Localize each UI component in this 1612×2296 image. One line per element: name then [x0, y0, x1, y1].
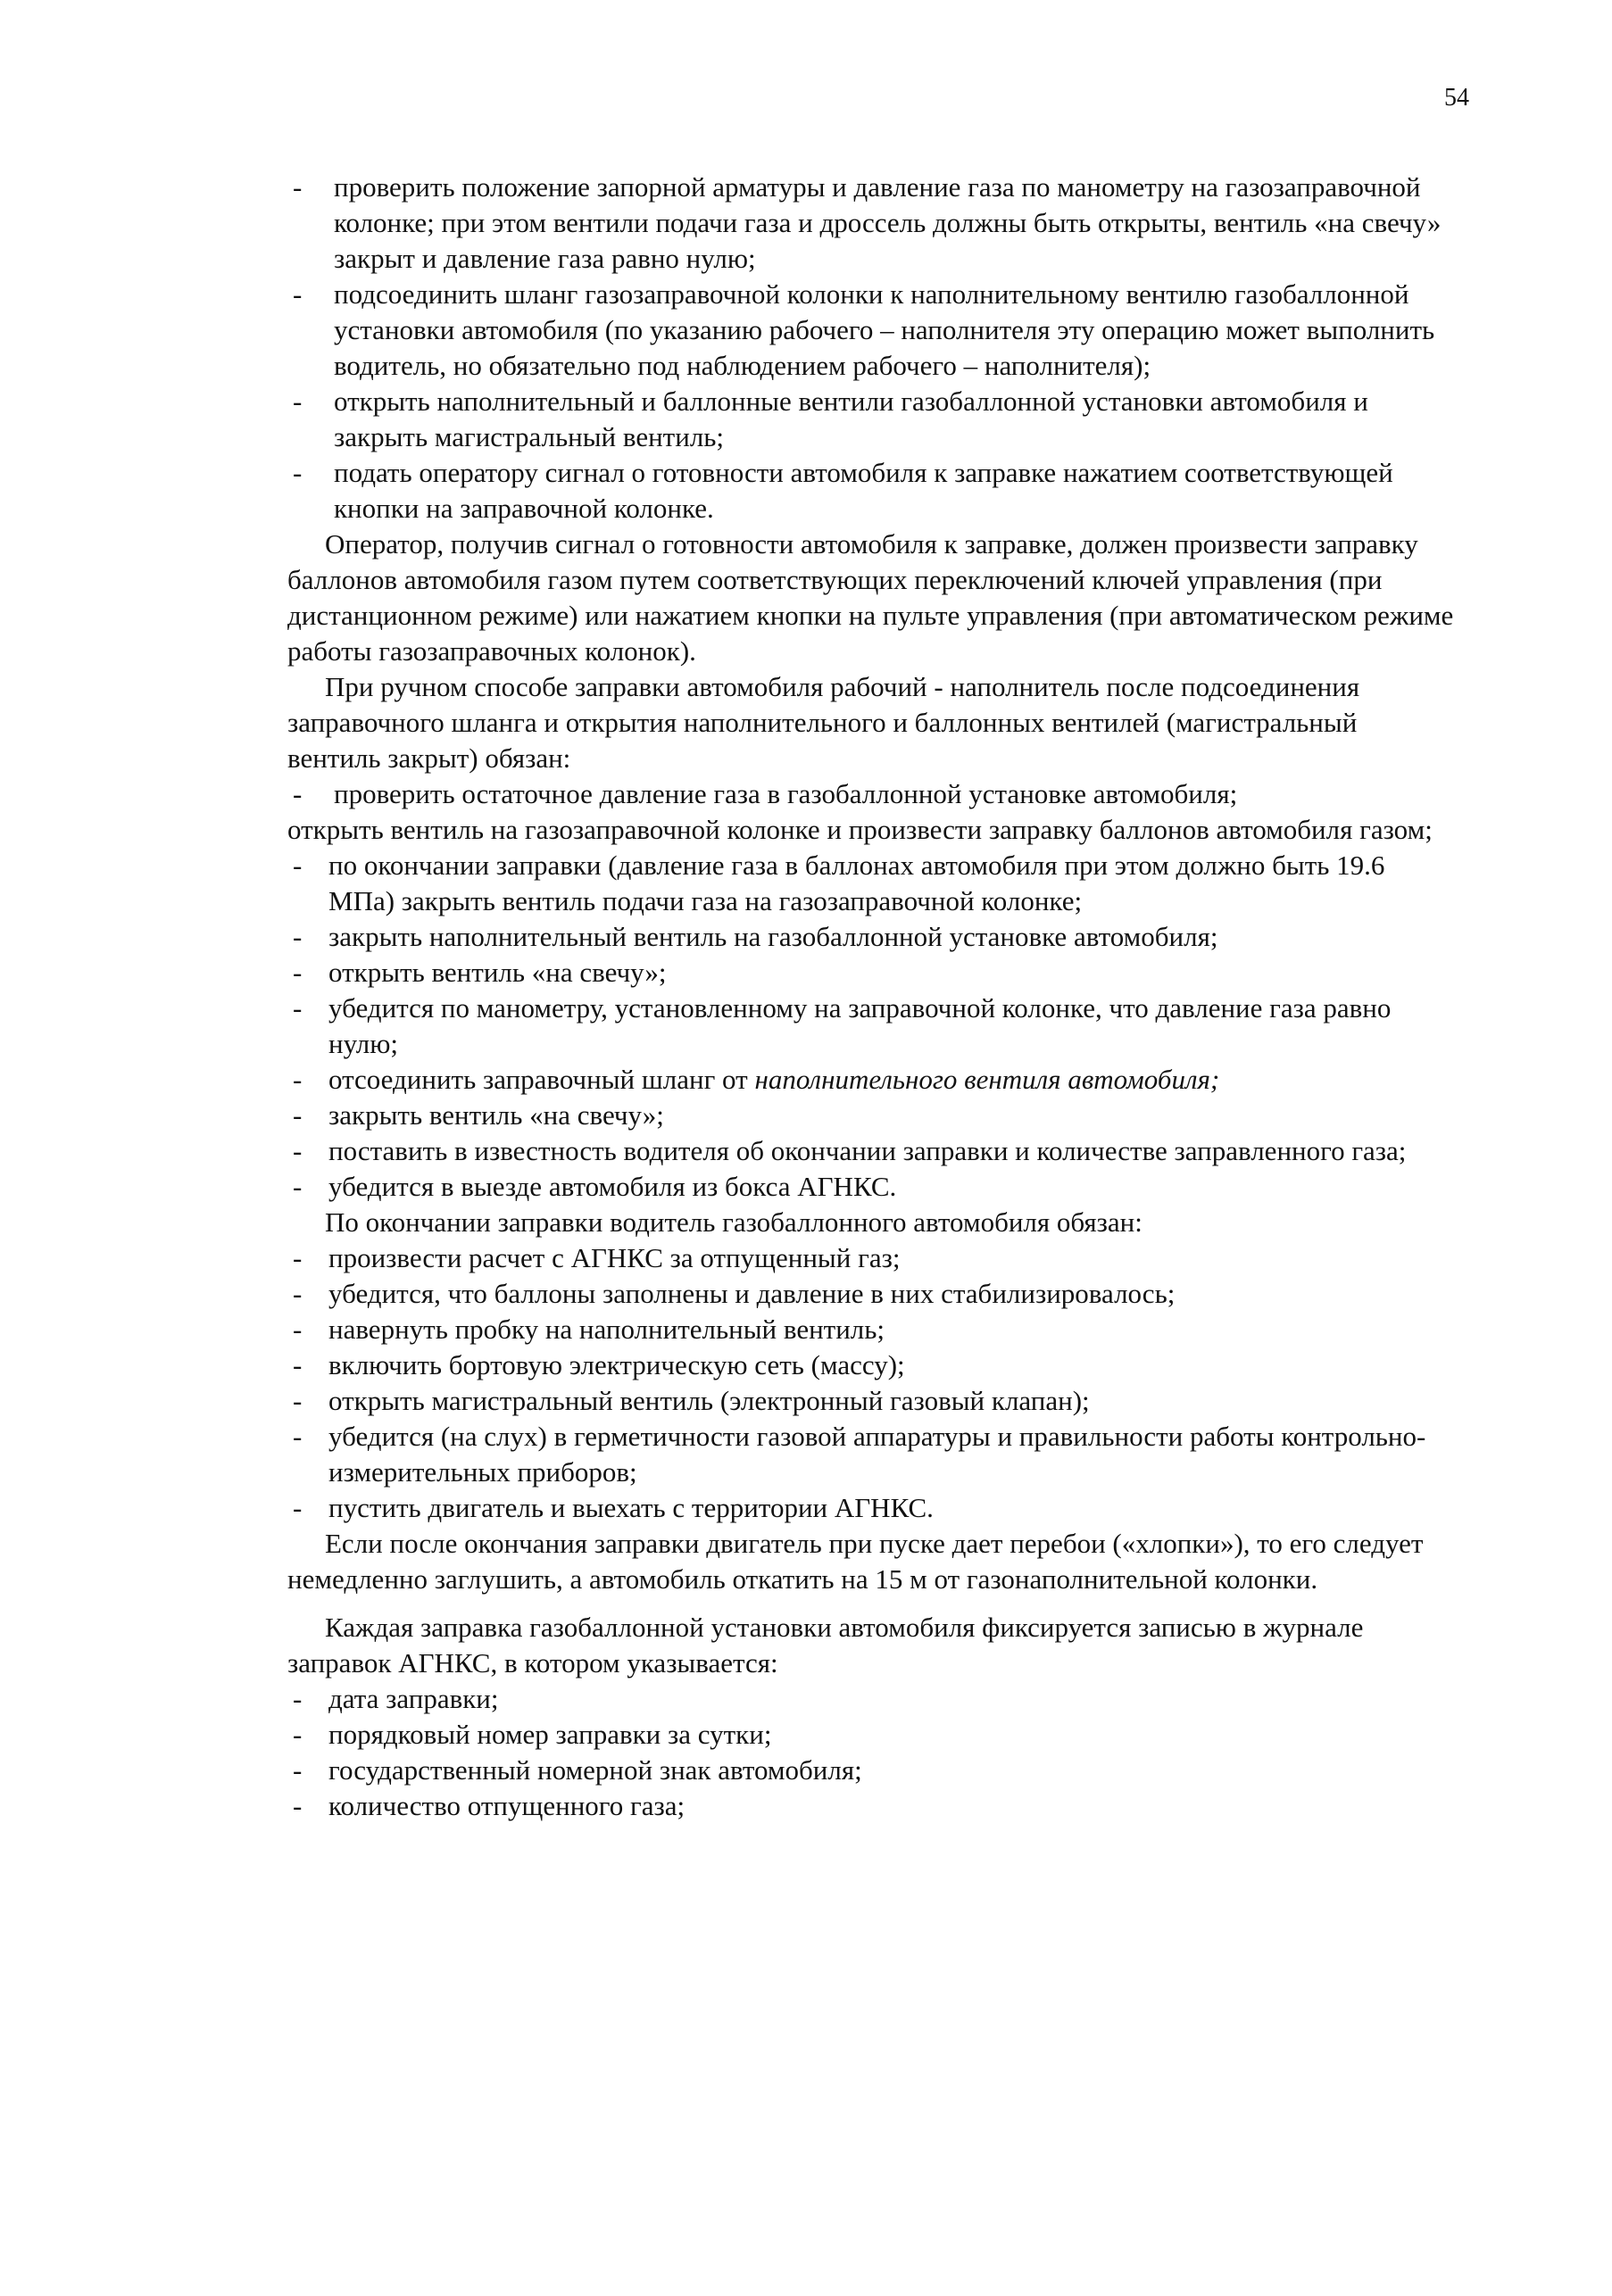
- list-item-text: по окончании заправки (давление газа в баллонах автомобиля при этом должно быть 19.6 МПа) закрыть вентиль подачи газа на газозаправочной колонке;: [328, 850, 1385, 916]
- list-item: [287, 1062, 1457, 1098]
- list-item: [287, 1419, 1457, 1490]
- paragraph: Если после окончания заправки двигатель при пуске дает перебои («хлопки»), то его следует немедленно заглушить, а автомобиль откатить на 15 м от газонаполнительной колонки.: [287, 1528, 1424, 1595]
- list-item: [287, 776, 1457, 812]
- list-item: [287, 1347, 1457, 1383]
- bullet-dash: -: [293, 1349, 303, 1380]
- paragraph: открыть вентиль на газозаправочной колонке и произвести заправку баллонов автомобиля газом;: [287, 814, 1433, 845]
- list-item-text: отсоединить заправочный шланг от: [328, 1064, 755, 1095]
- list-item: [287, 991, 1457, 1062]
- bullet-dash: -: [293, 1385, 303, 1416]
- bullet-dash: -: [293, 1242, 303, 1273]
- list-item: [287, 1490, 1457, 1526]
- paragraph: При ручном способе заправки автомобиля рабочий - наполнитель после подсоединения заправочного шланга и открытия наполнительного и баллонных вентилей (магистральный вентиль закрыт) обязан:: [287, 671, 1360, 774]
- bullet-dash: -: [293, 1492, 303, 1523]
- list-item-text: убедится в выезде автомобиля из бокса АГНКС.: [328, 1171, 897, 1202]
- document-body: [287, 170, 1457, 1824]
- bullet-dash: -: [293, 1099, 303, 1131]
- list-item-text: государственный номерной знак автомобиля;: [328, 1754, 862, 1786]
- paragraph-gap: [287, 1597, 1457, 1610]
- list-item-text: убедится по манометру, установленному на заправочной колонке, что давление газа равно нулю;: [328, 992, 1392, 1059]
- bullet-dash: -: [293, 1754, 303, 1786]
- list-item: [287, 955, 1457, 991]
- list-item: [287, 1312, 1457, 1347]
- list-item: [287, 1681, 1457, 1717]
- list-item-text: убедится, что баллоны заполнены и давление в них стабилизировалось;: [328, 1278, 1176, 1309]
- list-item-text: поставить в известность водителя об окончании заправки и количестве заправленного газа;: [328, 1135, 1407, 1166]
- list-item: [287, 1169, 1457, 1205]
- bullet-dash: -: [293, 457, 303, 488]
- list-item-text: дата заправки;: [328, 1683, 499, 1714]
- bullet-dash: -: [293, 171, 303, 203]
- list-item-text: навернуть пробку на наполнительный вентиль;: [328, 1314, 885, 1345]
- list-item: [287, 1133, 1457, 1169]
- list-item-text: убедится (на слух) в герметичности газовой аппаратуры и правильности работы контрольно-измерительных приборов;: [328, 1421, 1426, 1488]
- list-item: [287, 1717, 1457, 1753]
- paragraph: Оператор, получив сигнал о готовности автомобиля к заправке, должен произвести заправку баллонов автомобиля газом путем соответствующих переключений ключей управления (при дистанционном режиме) или нажатием кнопки на пульте управления (при автоматическом режиме работы газозаправочных колонок).: [287, 528, 1454, 667]
- bullet-dash: -: [293, 1683, 303, 1714]
- bullet-dash: -: [293, 385, 303, 417]
- bullet-dash: -: [293, 1719, 303, 1750]
- list-item-text: открыть вентиль «на свечу»;: [328, 957, 667, 988]
- list-item-text: порядковый номер заправки за сутки;: [328, 1719, 772, 1750]
- list-item-text: проверить остаточное давление газа в газобаллонной установке автомобиля;: [334, 778, 1238, 809]
- list-item: [287, 1788, 1457, 1824]
- bullet-dash: -: [293, 1314, 303, 1345]
- list-item-text: произвести расчет с АГНКС за отпущенный газ;: [328, 1242, 901, 1273]
- list-item-text: пустить двигатель и выехать с территории АГНКС.: [328, 1492, 934, 1523]
- bullet-dash: -: [293, 957, 303, 988]
- page-number: 54: [1444, 84, 1469, 112]
- bullet-dash: -: [293, 1171, 303, 1202]
- list-item-text: открыть наполнительный и баллонные вентили газобаллонной установки автомобиля и закрыть магистральный вентиль;: [334, 385, 1368, 452]
- bullet-dash: -: [293, 850, 303, 881]
- bullet-dash: -: [293, 1135, 303, 1166]
- bullet-dash: -: [293, 1278, 303, 1309]
- list-item: [287, 384, 1457, 455]
- list-item-text: закрыть наполнительный вентиль на газобаллонной установке автомобиля;: [328, 921, 1218, 952]
- list-item: [287, 848, 1457, 919]
- list-item-text: подать оператору сигнал о готовности автомобиля к заправке нажатием соответствующей кнопки на заправочной колонке.: [334, 457, 1393, 524]
- list-item: [287, 277, 1457, 384]
- list-item-text-italic: наполнительного вентиля автомобиля;: [754, 1064, 1220, 1095]
- bullet-dash: -: [293, 1790, 303, 1821]
- bullet-dash: -: [293, 1421, 303, 1452]
- bullet-dash: -: [293, 921, 303, 952]
- list-item-text: закрыть вентиль «на свечу»;: [328, 1099, 664, 1131]
- list-item: [287, 455, 1457, 526]
- list-item: [287, 1753, 1457, 1788]
- list-item: [287, 1276, 1457, 1312]
- list-item: [287, 170, 1457, 277]
- paragraph: По окончании заправки водитель газобаллонного автомобиля обязан:: [325, 1206, 1143, 1238]
- list-item: [287, 1383, 1457, 1419]
- paragraph: Каждая заправка газобаллонной установки автомобиля фиксируется записью в журнале заправок АГНКС, в котором указывается:: [287, 1612, 1364, 1678]
- list-item: [287, 919, 1457, 955]
- list-item-text: включить бортовую электрическую сеть (массу);: [328, 1349, 905, 1380]
- list-item-text: подсоединить шланг газозаправочной колонки к наполнительному вентилю газобаллонной установки автомобиля (по указанию рабочего – наполнителя эту операцию может выполнить водитель, но обязательно под наблюдением рабочего – наполнителя);: [334, 278, 1435, 381]
- bullet-dash: -: [293, 778, 303, 809]
- bullet-dash: -: [293, 992, 303, 1024]
- list-item-text: открыть магистральный вентиль (электронный газовый клапан);: [328, 1385, 1090, 1416]
- list-item: [287, 1098, 1457, 1133]
- list-item-text: количество отпущенного газа;: [328, 1790, 686, 1821]
- list-item-text: проверить положение запорной арматуры и давление газа по манометру на газозаправочной колонке; при этом вентили подачи газа и дроссель должны быть открыты, вентиль «на свечу» закрыт и давление газа равно нулю;: [334, 171, 1442, 274]
- bullet-dash: -: [293, 278, 303, 310]
- list-item: [287, 1240, 1457, 1276]
- bullet-dash: -: [293, 1064, 303, 1095]
